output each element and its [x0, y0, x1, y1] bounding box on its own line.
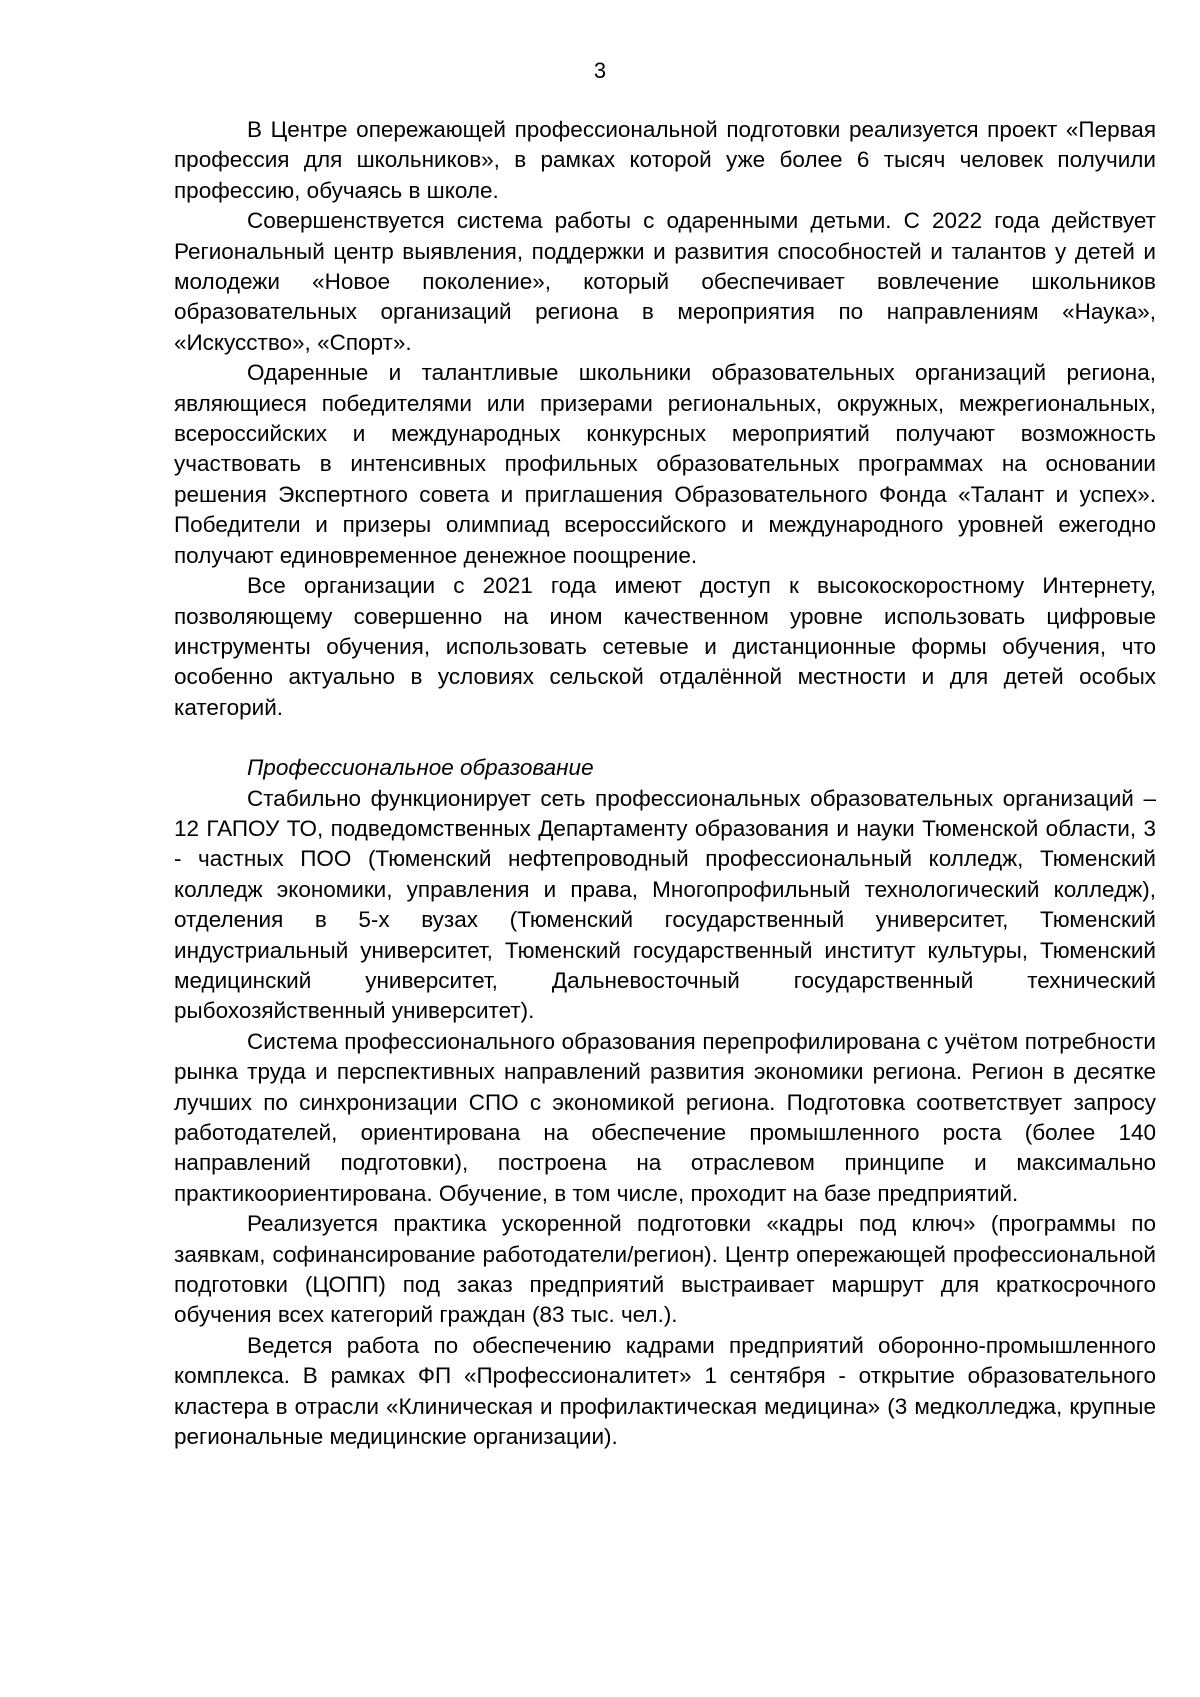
paragraph-talented-students: Одаренные и талантливые школьники образовательных организаций региона, являющиеся победителями или призерами региональных, окружных, межрегиональных, всероссийских и международных конкурсных мероприятий получают возможность участвовать в интенсивных профильных образовательных программах на основании решения Экспертного совета и приглашения Образовательного Фонда «Талант и успех». Победители и призеры олимпиад всероссийского и международного уровней ежегодно получают единовременное денежное поощрение. [174, 360, 1156, 568]
paragraph-defense-industry: Ведется работа по обеспечению кадрами предприятий оборонно-промышленного комплекса. В рамках ФП «Профессионалитет» 1 сентября - открытие образовательного кластера в отрасли «Клиническая и профилактическая медицина» (3 медколледжа, крупные региональные медицинские организации). [174, 1332, 1156, 1450]
paragraph-turnkey-training: Реализуется практика ускоренной подготовки «кадры под ключ» (программы по заявкам, софинансирование работодатели/регион). Центр опережающей профессиональной подготовки (ЦОПП) под заказ предприятий выстраивает маршрут для краткосрочного обучения всех категорий граждан (83 тыс. чел.). [174, 1211, 1156, 1328]
document-body [174, 115, 1156, 1452]
paragraph-first-profession: В Центре опережающей профессиональной подготовки реализуется проект «Первая профессия для школьников», в рамках которой уже более 6 тысяч человек получили профессию, обучаясь в школе. [174, 117, 1156, 203]
page-number: 3 [593, 58, 607, 83]
paragraph-gifted-children: Совершенствуется система работы с одаренными детьми. С 2022 года действует Региональный центр выявления, поддержки и развития способностей и талантов у детей и молодежи «Новое поколение», который обеспечивает вовлечение школьников образовательных организаций региона в мероприятия по направлениям «Наука», «Искусство», «Спорт». [174, 208, 1156, 355]
paragraph-internet-access: Все организации с 2021 года имеют доступ к высокоскоростному Интернету, позволяющему совершенно на ином качественном уровне использовать цифровые инструменты обучения, использовать сетевые и дистанционные формы обучения, что особенно актуально в условиях сельской отдалённой местности и для детей особых категорий. [174, 573, 1156, 720]
paragraph-professional-network: Стабильно функционирует сеть профессиональных образовательных организаций – 12 ГАПОУ ТО, подведомственных Департаменту образования и науки Тюменской области, 3 - частных ПОО (Тюменский нефтепроводный профессиональный колледж, Тюменский колледж экономики, управления и права, Многопрофильный технологический колледж), отделения в 5-х вузах (Тюменский государственный университет, Тюменский индустриальный университет, Тюменский государственный институт культуры, Тюменский медицинский университет, Дальневосточный государственный технический рыбохозяйственный университет). [174, 785, 1156, 1024]
paragraph-system-reprofiling: Система профессионального образования перепрофилирована с учётом потребности рынка труда и перспективных направлений развития экономики региона. Регион в десятке лучших по синхронизации СПО с экономикой региона. Подготовка соответствует запросу работодателей, ориентирована на обеспечение промышленного роста (более 140 направлений подготовки), построена на отраслевом принципе и максимально практикоориентирована. Обучение, в том числе, проходит на базе предприятий. [174, 1028, 1156, 1206]
section-heading-professional-education: Профессиональное образование [247, 755, 594, 781]
